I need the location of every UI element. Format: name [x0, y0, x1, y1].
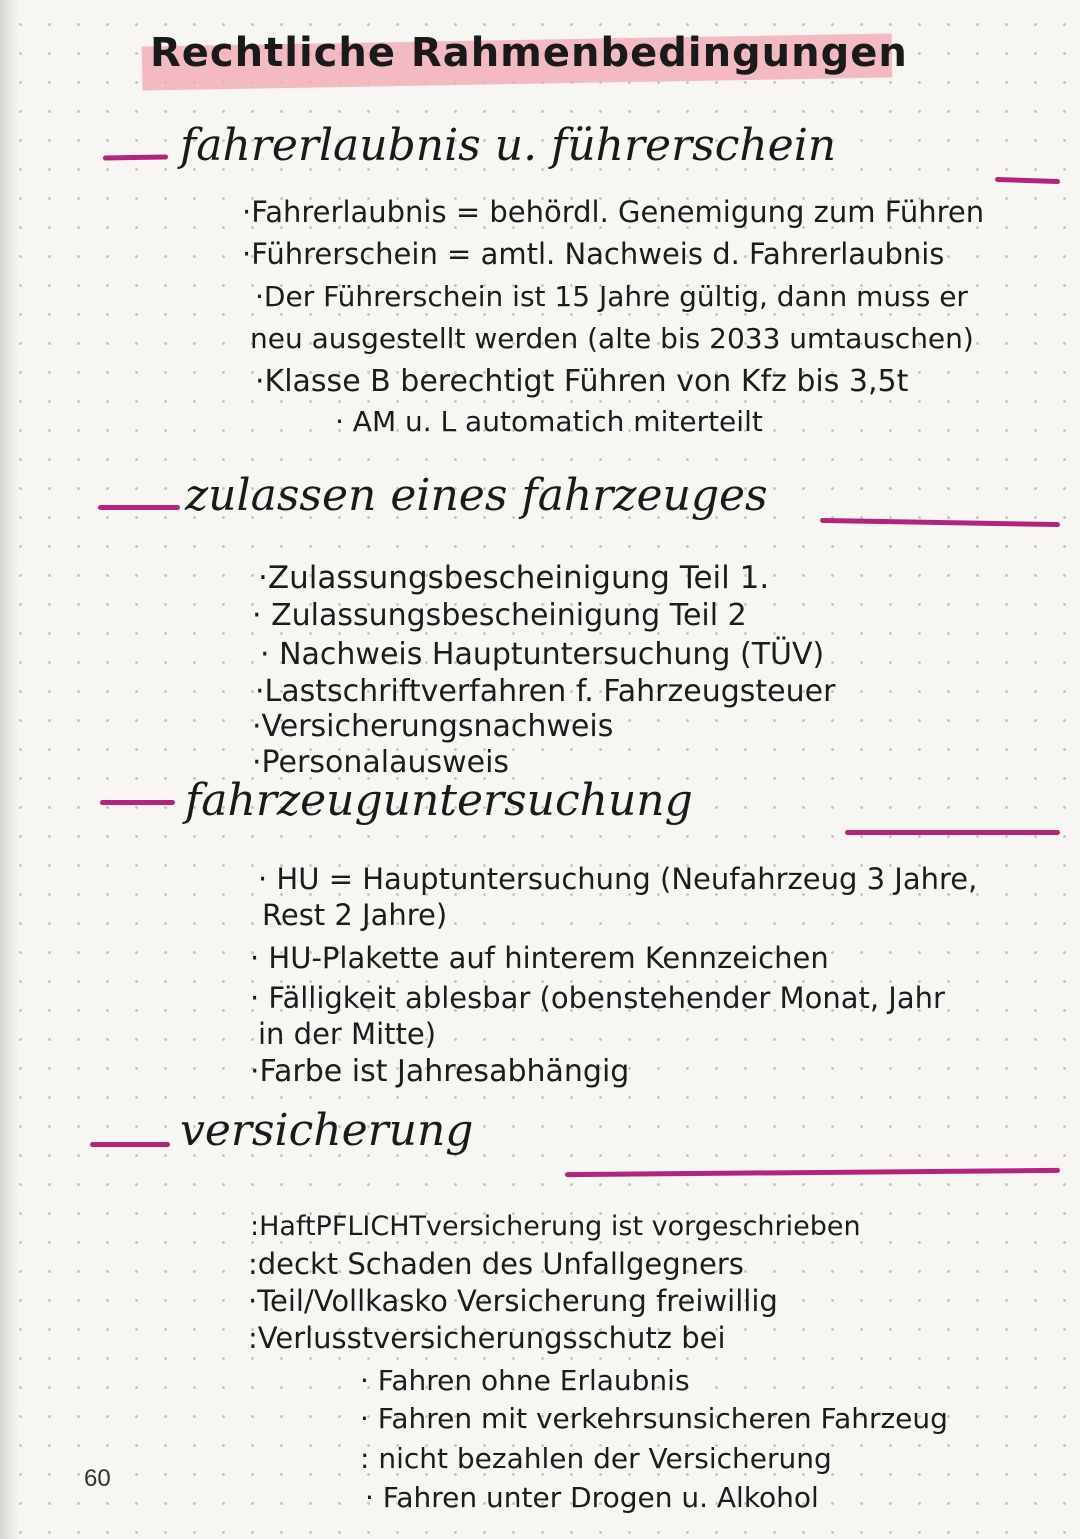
section-rule-right [565, 1168, 1060, 1177]
section-line: · Fahren mit verkehrsunsicheren Fahrzeug [360, 1402, 948, 1435]
section-rule-left [90, 1142, 170, 1147]
section-line: : nicht bezahlen der Versicherung [360, 1442, 832, 1475]
section-rule-right [820, 518, 1060, 527]
section-line: :HaftPFLICHTversicherung ist vorgeschrieben [250, 1211, 861, 1242]
section-line: :Verlusstversicherungsschutz bei [248, 1321, 726, 1355]
page-title: Rechtliche Rahmenbedingungen [150, 30, 908, 76]
section-line: · Zulassungsbescheinigung Teil 2 [252, 598, 747, 633]
section-line: in der Mitte) [258, 1017, 437, 1051]
section-line: ·Lastschriftverfahren f. Fahrzeugsteuer [255, 674, 836, 709]
section-heading: fahrerlaubnis u. führerschein [180, 120, 837, 171]
section-line: neu ausgestellt werden (alte bis 2033 umtauschen) [250, 322, 974, 355]
section-line: ·Führerschein = amtl. Nachweis d. Fahrerlaubnis [242, 237, 945, 271]
section-line: ·Teil/Vollkasko Versicherung freiwillig [248, 1284, 778, 1318]
section-heading: fahrzeuguntersuchung [185, 775, 693, 826]
section-heading: versicherung [180, 1105, 474, 1156]
section-line: ·Versicherungsnachweis [252, 709, 614, 744]
section-rule-left [100, 800, 175, 805]
section-line: ·Personalausweis [252, 745, 510, 780]
section-line: · Fahren ohne Erlaubnis [360, 1364, 690, 1397]
section-line: ·Farbe ist Jahresabhängig [250, 1054, 630, 1089]
section-line: ·Klasse B berechtigt Führen von Kfz bis 3,5t [255, 364, 909, 399]
section-line: · AM u. L automatich miterteilt [335, 405, 763, 438]
section-line: · Nachweis Hauptuntersuchung (TÜV) [260, 637, 825, 672]
section-heading: zulassen eines fahrzeuges [185, 470, 768, 521]
section-line: · HU-Plakette auf hinterem Kennzeichen [250, 941, 829, 975]
section-rule-right [995, 177, 1060, 184]
section-line: · Fälligkeit ablesbar (obenstehender Monat, Jahr [250, 981, 945, 1015]
section-line: ·Zulassungsbescheinigung Teil 1. [258, 560, 770, 596]
section-rule-right [845, 830, 1060, 835]
section-line: Rest 2 Jahre) [262, 898, 448, 932]
section-line: ·Fahrerlaubnis = behördl. Genemigung zum Führen [242, 195, 985, 229]
section-rule-left [98, 505, 180, 510]
page-number: 60 [84, 1465, 111, 1492]
section-rule-left [103, 154, 168, 160]
section-line: :deckt Schaden des Unfallgegners [248, 1247, 744, 1281]
section-line: · Fahren unter Drogen u. Alkohol [365, 1481, 819, 1514]
section-line: · HU = Hauptuntersuchung (Neufahrzeug 3 Jahre, [258, 862, 978, 896]
page-spine-shadow [0, 0, 20, 1539]
section-line: ·Der Führerschein ist 15 Jahre gültig, dann muss er [255, 280, 968, 313]
